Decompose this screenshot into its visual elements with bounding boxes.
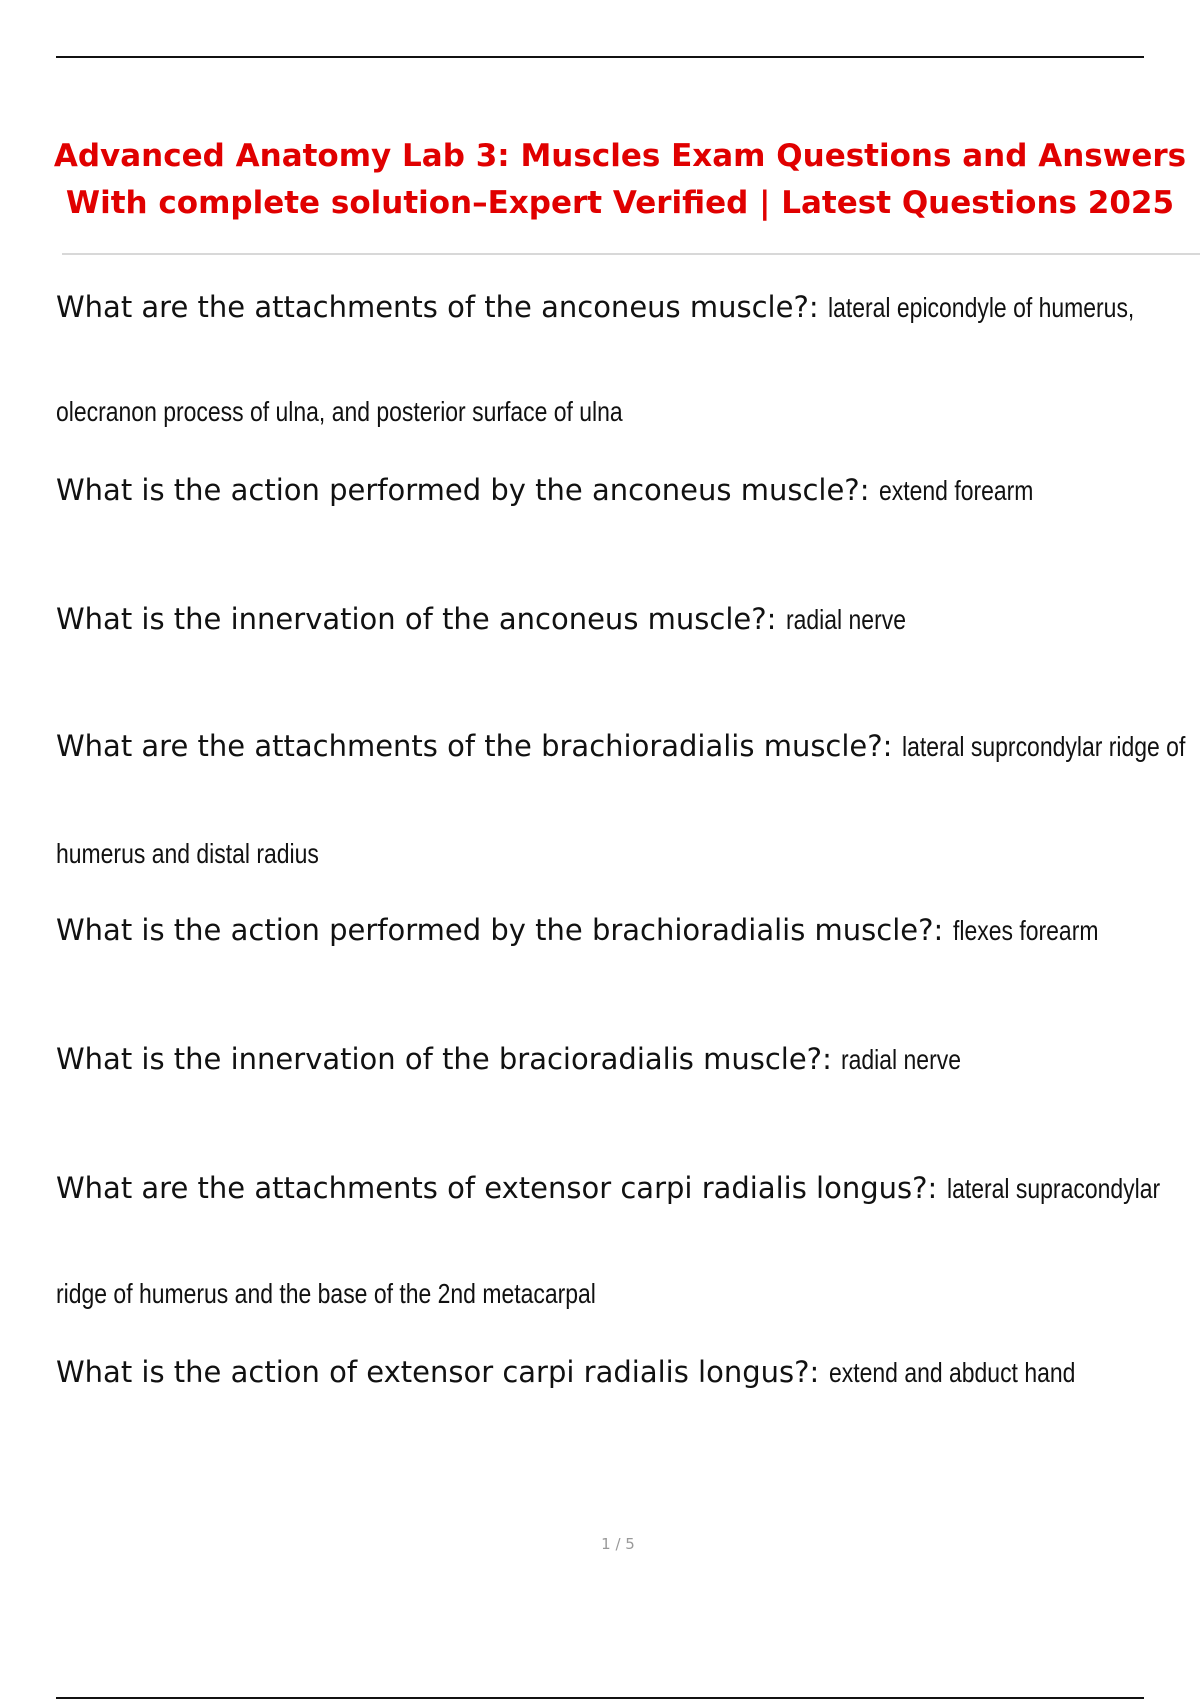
- answer-text: radial nerve: [785, 604, 906, 635]
- question-text: What are the attachments of extensor carpi radialis longus?:: [56, 1171, 938, 1205]
- qa-entry: [56, 1037, 1200, 1082]
- qa-entry: [56, 724, 1200, 769]
- question-text: What is the action of extensor carpi radialis longus?:: [56, 1355, 820, 1389]
- question-text: What is the action performed by the anconeus muscle?:: [56, 473, 870, 507]
- answer-text: flexes forearm: [952, 915, 1098, 946]
- answer-continuation: [56, 390, 1200, 434]
- answer-continuation-text: ridge of humerus and the base of the 2nd metacarpal: [56, 1278, 596, 1309]
- page-number: 1 / 5: [601, 1535, 635, 1553]
- bottom-rule: [56, 1697, 1144, 1699]
- question-text: What are the attachments of the anconeus muscle?:: [56, 290, 819, 324]
- title-separator: [62, 253, 1200, 255]
- question-text: What is the innervation of the anconeus muscle?:: [56, 602, 777, 636]
- answer-text: radial nerve: [841, 1044, 962, 1075]
- title-line-1: Advanced Anatomy Lab 3: Muscles Exam Questions and Answers: [53, 137, 1187, 174]
- qa-entry: [56, 1350, 1200, 1395]
- answer-continuation-text: humerus and distal radius: [56, 838, 319, 869]
- qa-entry: [56, 1166, 1200, 1211]
- answer-text: lateral suprcondylar ridge of: [901, 731, 1185, 762]
- title-line-2: With complete solution–Expert Verified | Latest Questions 2025: [65, 184, 1175, 221]
- question-text: What is the innervation of the bracioradialis muscle?:: [56, 1042, 832, 1076]
- answer-text: lateral epicondyle of humerus,: [827, 292, 1135, 323]
- answer-continuation: [56, 832, 1200, 876]
- answer-continuation: [56, 1272, 1200, 1316]
- question-text: What is the action performed by the brachioradialis muscle?:: [56, 913, 944, 947]
- answer-continuation-text: olecranon process of ulna, and posterior surface of ulna: [56, 396, 623, 427]
- document-title: [0, 133, 1200, 227]
- answer-text: extend forearm: [878, 475, 1034, 506]
- answer-text: extend and abduct hand: [828, 1357, 1075, 1388]
- qa-entry: [56, 468, 1200, 513]
- qa-entry: [56, 908, 1200, 953]
- question-text: What are the attachments of the brachioradialis muscle?:: [56, 729, 893, 763]
- qa-entry: [56, 597, 1200, 642]
- answer-text: lateral supracondylar: [946, 1173, 1160, 1204]
- qa-entry: [56, 285, 1200, 330]
- top-rule: [56, 56, 1144, 58]
